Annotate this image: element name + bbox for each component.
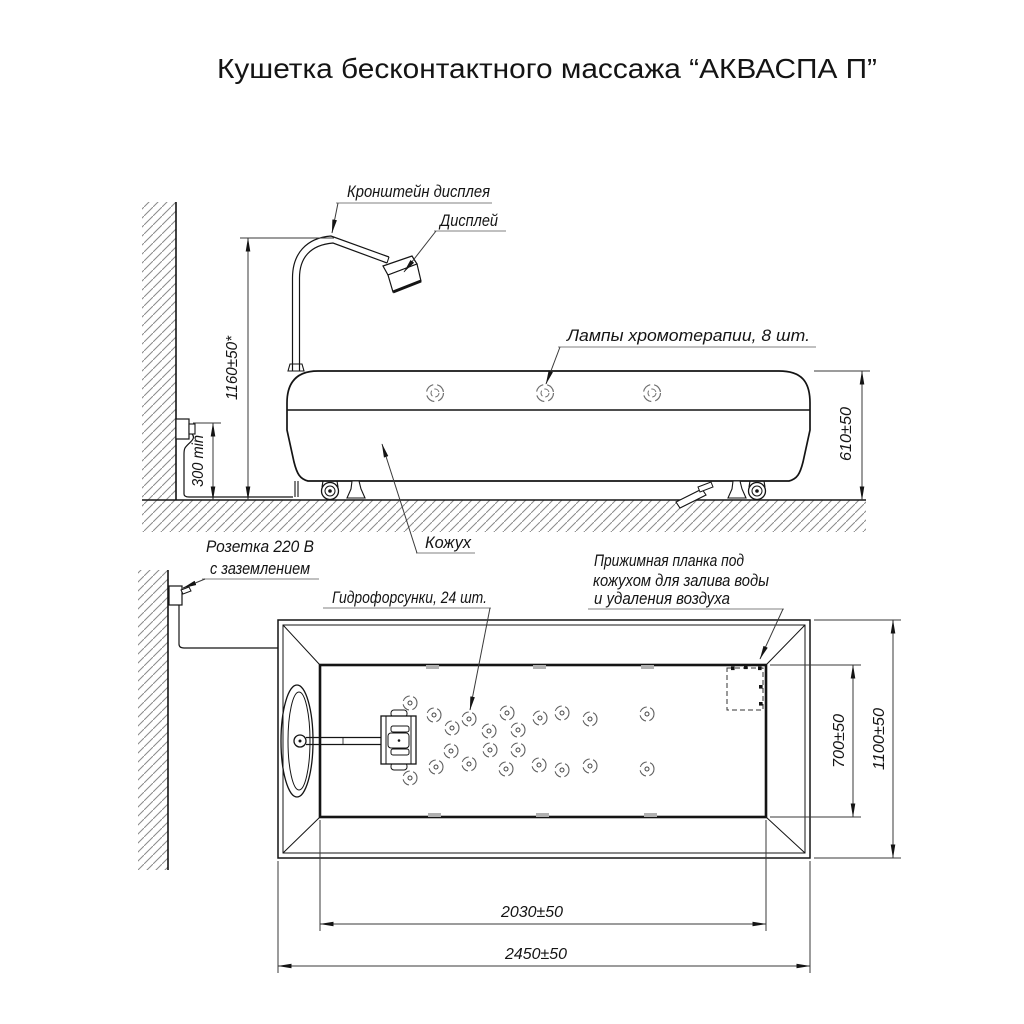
couch-body — [287, 371, 810, 481]
label-chromo-lamps: Лампы хромотерапии, 8 шт. — [565, 326, 810, 345]
label-pressure-bar-line3: и удаления воздуха — [594, 589, 730, 608]
label-socket-line1: Розетка 220 В — [206, 537, 314, 556]
label-casing: Кожух — [425, 533, 472, 552]
dim-bracket-height: 1160±50* — [224, 332, 241, 400]
dim-socket-height: 300 min — [190, 430, 207, 487]
drain-pedal-head — [698, 482, 713, 492]
label-pressure-bar-line2: кожухом для залива воды — [593, 571, 770, 590]
power-socket-plan — [169, 586, 278, 648]
plan-view — [138, 551, 901, 973]
arm-curve-outer — [293, 236, 390, 278]
label-display: Дисплей — [438, 211, 499, 230]
plan-dimensions — [278, 620, 901, 973]
plan-labels — [323, 551, 784, 710]
dim-couch-width: 1100±50 — [871, 709, 888, 770]
foot-right — [728, 481, 746, 498]
floor-hatch — [176, 500, 866, 532]
dim-tub-width: 700±50 — [831, 714, 848, 768]
arm-top-view — [281, 685, 381, 797]
dim-couch-height: 610±50 — [838, 407, 855, 461]
pump-unit — [381, 710, 416, 770]
label-nozzles: Гидрофорсунки, 24 шт. — [332, 588, 487, 607]
foot-left — [347, 481, 365, 498]
couch-outer-rect — [278, 620, 810, 858]
hydro-nozzles — [403, 696, 654, 785]
display-arm — [288, 236, 421, 371]
arm-flange — [288, 364, 304, 371]
cable-entry — [295, 481, 298, 497]
chromotherapy-lamps — [427, 385, 661, 402]
tub-edge-slots — [426, 665, 657, 817]
wall-hatch-plan — [138, 570, 168, 870]
wall-hatch — [142, 202, 176, 532]
dim-couch-length: 2450±50 — [504, 946, 568, 963]
side-view — [142, 182, 870, 588]
label-display-bracket: Кронштейн дисплея — [347, 182, 490, 201]
dim-tub-length: 2030±50 — [500, 904, 564, 921]
label-socket-line2: с заземлением — [210, 559, 311, 578]
arm-pole — [293, 278, 300, 371]
rim-bevels — [283, 625, 805, 853]
power-cable-plan — [179, 605, 278, 648]
arm-curve-inner — [300, 243, 388, 278]
arm-end — [387, 257, 389, 263]
couch-rim-rect — [283, 625, 805, 853]
page-title: Кушетка бесконтактного массажа “АКВАСПА П” — [217, 53, 877, 84]
label-pressure-bar-line1: Прижимная планка под — [594, 551, 744, 570]
pressure-bar — [727, 666, 763, 711]
